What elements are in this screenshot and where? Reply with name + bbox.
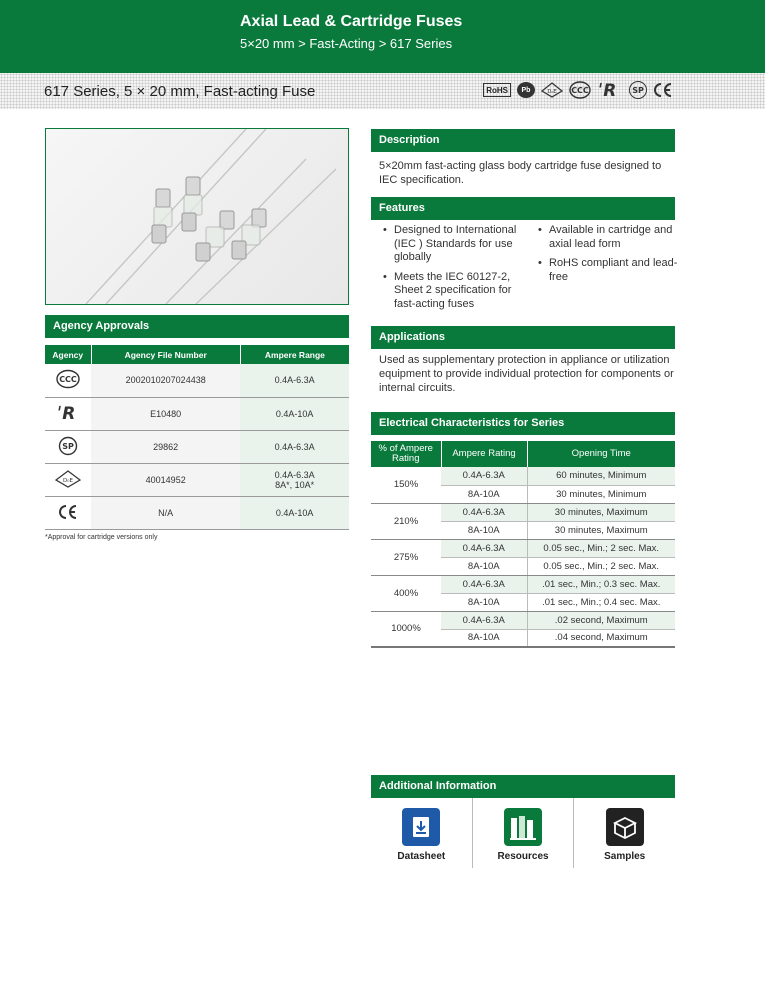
feature-item: • RoHS compliant and lead-free: [538, 257, 678, 284]
breadcrumb: 5×20 mm > Fast-Acting > 617 Series: [240, 36, 453, 51]
page-header: [0, 0, 765, 73]
agency-approvals-heading: Agency Approvals: [45, 315, 349, 338]
column-header: Agency: [45, 345, 91, 364]
csa-icon: [629, 81, 647, 99]
rating-cell: 0.4A-6.3A: [441, 539, 527, 557]
additional-info-links: [371, 798, 675, 868]
column-header: % of Ampere Rating: [371, 441, 441, 467]
svg-text:SP: SP: [632, 86, 644, 95]
opening-time-cell: 0.05 sec., Min.; 2 sec. Max.: [527, 557, 675, 575]
rating-cell: 8A-10A: [441, 629, 527, 647]
column-header: Agency File Number: [91, 345, 240, 364]
table-row: [371, 503, 675, 521]
pb-free-icon: Pb: [517, 82, 535, 98]
rating-cell: 0.4A-6.3A: [441, 575, 527, 593]
datasheet-link[interactable]: [371, 798, 472, 868]
features-heading: Features: [371, 197, 675, 220]
opening-time-cell: .04 second, Maximum: [527, 629, 675, 647]
column-header: Ampere Rating: [441, 441, 527, 467]
feature-item: • Designed to International (IEC ) Standards for use globally: [383, 224, 529, 265]
svg-text:SP: SP: [62, 441, 74, 451]
rating-cell: 8A-10A: [441, 485, 527, 503]
ccc-icon: [45, 364, 91, 397]
ampere-range: 0.4A-10A: [240, 397, 349, 430]
csa-icon: [45, 430, 91, 463]
ur-icon: [597, 81, 623, 99]
table-row: [45, 397, 349, 430]
samples-icon[interactable]: [606, 808, 644, 846]
applications-heading: Applications: [371, 326, 675, 349]
feature-item: • Available in cartridge and axial lead form: [538, 224, 678, 251]
column-header: Opening Time: [527, 441, 675, 467]
ampere-range-line: 0.4A-6.3A: [274, 469, 315, 480]
ampere-range: 0.4A-6.3A: [240, 364, 349, 397]
vde-icon: [45, 463, 91, 496]
opening-time-cell: 30 minutes, Minimum: [527, 485, 675, 503]
features-list-right: [538, 224, 678, 290]
rating-cell: 8A-10A: [441, 593, 527, 611]
samples-label[interactable]: Samples: [604, 851, 646, 862]
ce-icon: [653, 81, 673, 99]
ampere-range: [240, 463, 349, 496]
rohs-icon: RoHS: [483, 83, 511, 97]
ccc-icon: [569, 81, 591, 99]
datasheet-icon[interactable]: [402, 808, 440, 846]
file-number: 2002010207024438: [91, 364, 240, 397]
opening-time-cell: 30 minutes, Maximum: [527, 521, 675, 539]
resources-icon[interactable]: [504, 808, 542, 846]
table-row: [371, 611, 675, 629]
svg-text:ˈR: ˈR: [598, 81, 617, 99]
svg-text:CCC: CCC: [59, 375, 77, 385]
opening-time-cell: 30 minutes, Maximum: [527, 503, 675, 521]
resources-link[interactable]: [472, 798, 574, 868]
rating-cell: 8A-10A: [441, 521, 527, 539]
ampere-range-line: 8A*, 10A*: [275, 479, 315, 490]
percent-cell: 210%: [371, 503, 441, 539]
ampere-range: 0.4A-6.3A: [240, 430, 349, 463]
opening-time-cell: 0.05 sec., Min.; 2 sec. Max.: [527, 539, 675, 557]
approval-footnote: *Approval for cartridge versions only: [45, 534, 158, 541]
rating-cell: 0.4A-6.3A: [441, 611, 527, 629]
table-row: [371, 467, 675, 485]
table-row: [45, 430, 349, 463]
certification-icons: [483, 81, 673, 99]
table-header-row: [371, 441, 675, 467]
opening-time-cell: .01 sec., Min.; 0.4 sec. Max.: [527, 593, 675, 611]
percent-cell: 150%: [371, 467, 441, 503]
column-header: Ampere Range: [240, 345, 349, 364]
table-row: [45, 463, 349, 496]
ce-icon: [45, 496, 91, 529]
table-row: [45, 364, 349, 397]
rating-cell: 0.4A-6.3A: [441, 467, 527, 485]
category-title: Axial Lead & Cartridge Fuses: [240, 13, 463, 30]
product-photo: [45, 128, 349, 305]
percent-cell: 400%: [371, 575, 441, 611]
svg-text:D₀E: D₀E: [63, 477, 73, 484]
product-title-band: [0, 73, 765, 109]
ur-icon: [45, 397, 91, 430]
description-heading: Description: [371, 129, 675, 152]
file-number: 29862: [91, 430, 240, 463]
opening-time-cell: .02 second, Maximum: [527, 611, 675, 629]
features-list-left: [383, 224, 529, 317]
samples-link[interactable]: [573, 798, 675, 868]
file-number: 40014952: [91, 463, 240, 496]
table-row: [371, 539, 675, 557]
vde-icon: [541, 81, 563, 99]
table-header-row: [45, 345, 349, 364]
percent-cell: 275%: [371, 539, 441, 575]
ampere-range: 0.4A-10A: [240, 496, 349, 529]
additional-info-heading: Additional Information: [371, 775, 675, 798]
svg-text:D₀E: D₀E: [547, 89, 557, 95]
percent-cell: 1000%: [371, 611, 441, 647]
rating-cell: 0.4A-6.3A: [441, 503, 527, 521]
opening-time-cell: 60 minutes, Minimum: [527, 467, 675, 485]
file-number: N/A: [91, 496, 240, 529]
rating-cell: 8A-10A: [441, 557, 527, 575]
table-row: [45, 496, 349, 529]
resources-label[interactable]: Resources: [497, 851, 549, 862]
feature-item: • Meets the IEC 60127-2, Sheet 2 specification for fast-acting fuses: [383, 271, 529, 312]
applications-text: Used as supplementary protection in appliance or utilization equipment to provide individual protection for components or internal circuits.: [379, 354, 674, 394]
electrical-heading: Electrical Characteristics for Series: [371, 412, 675, 435]
svg-text:ˈR: ˈR: [57, 403, 76, 423]
opening-time-cell: .01 sec., Min.; 0.3 sec. Max.: [527, 575, 675, 593]
description-text: 5×20mm fast-acting glass body cartridge fuse designed to IEC specification.: [379, 160, 662, 186]
datasheet-label[interactable]: Datasheet: [397, 851, 446, 862]
agency-approvals-table: [45, 345, 349, 530]
svg-text:CCC: CCC: [571, 86, 589, 95]
electrical-table: [371, 441, 675, 648]
file-number: E10480: [91, 397, 240, 430]
table-row: [371, 575, 675, 593]
product-title: 617 Series, 5 × 20 mm, Fast-acting Fuse: [44, 83, 316, 100]
